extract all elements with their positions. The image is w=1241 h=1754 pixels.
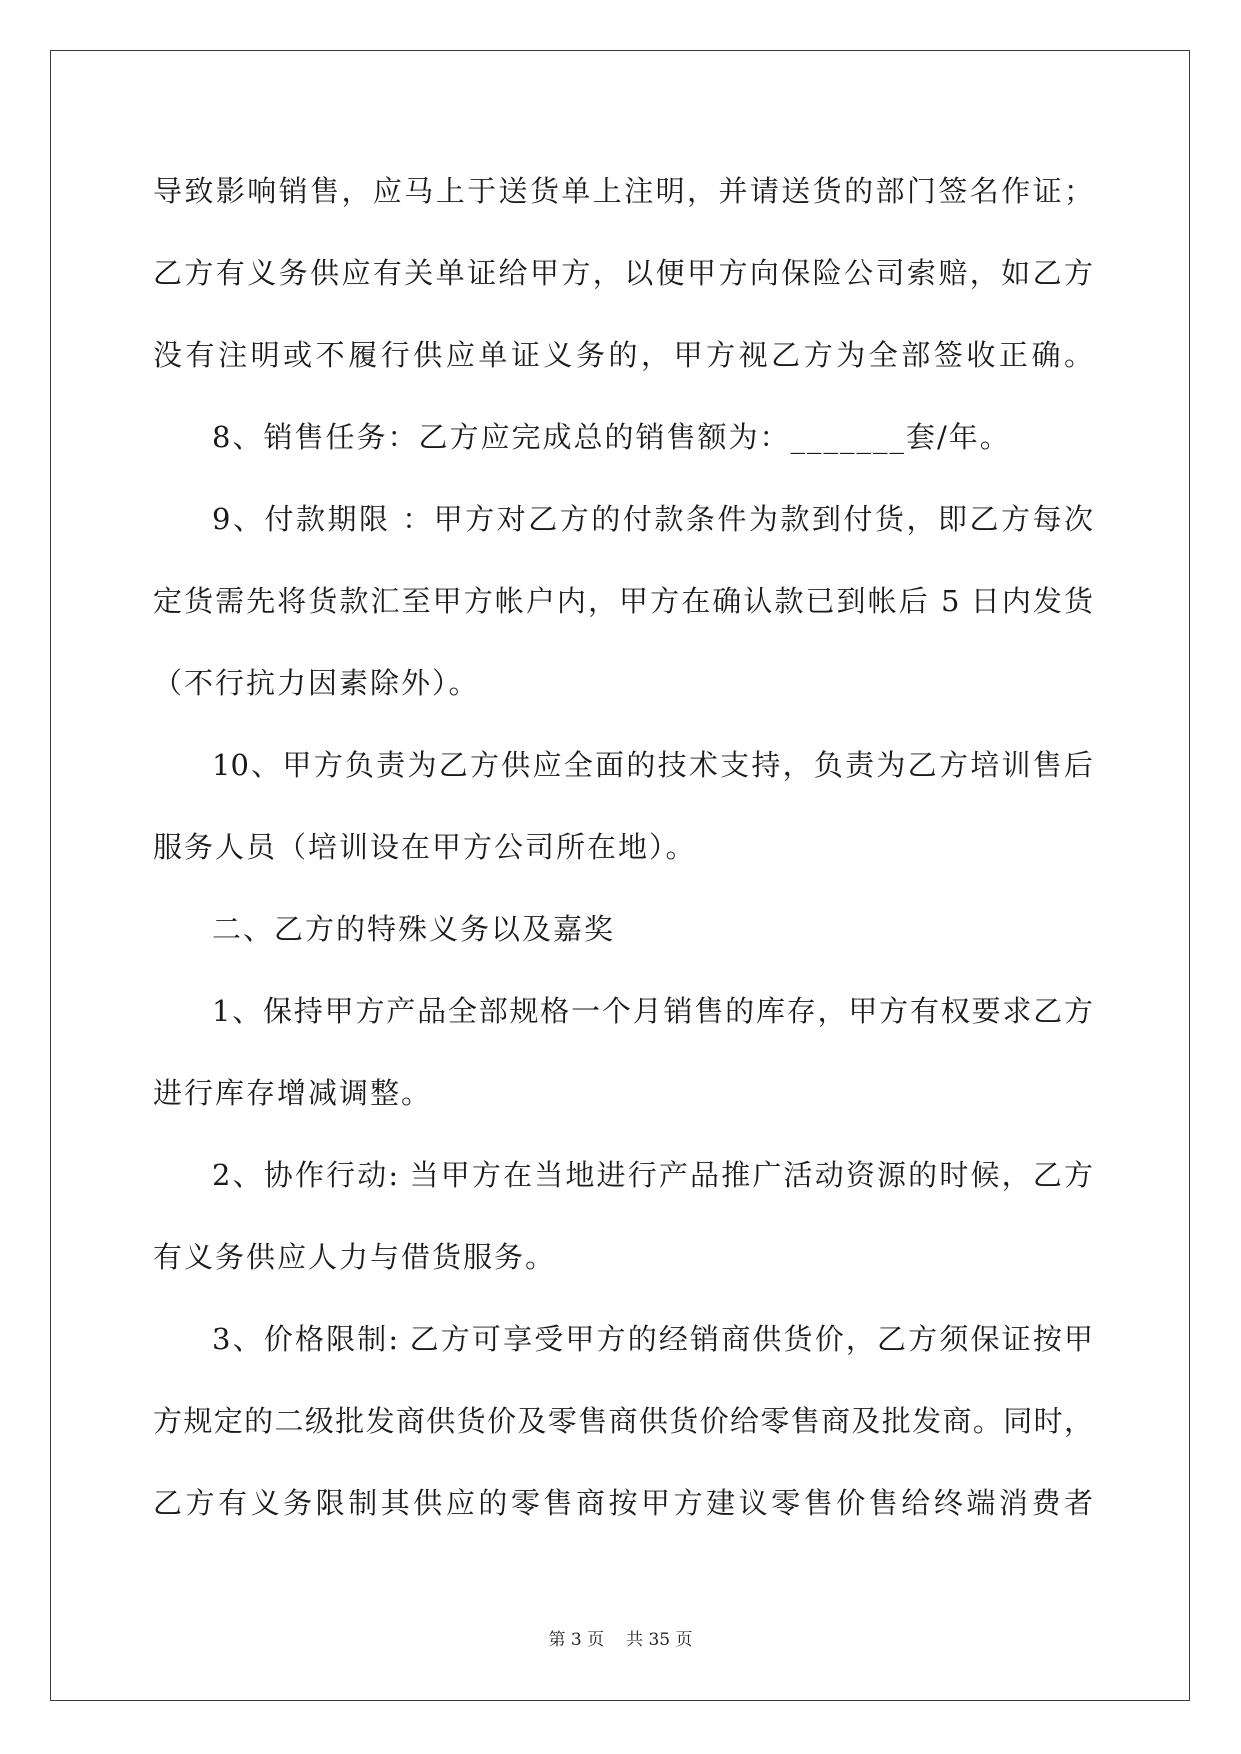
- text-line: 10、甲方负责为乙方供应全面的技术支持，负责为乙方培训售后: [212, 748, 1093, 782]
- text-line: 定货需先将货款汇至甲方帐户内，甲方在确认款已到帐后 5 日内发货: [153, 584, 1093, 618]
- text-line: 乙方有义务限制其供应的零售商按甲方建议零售价售给终端消费者: [153, 1486, 1093, 1520]
- text-line: 3、价格限制: 乙方可享受甲方的经销商供货价，乙方须保证按甲: [212, 1322, 1093, 1356]
- section-heading: 二、乙方的特殊义务以及嘉奖: [212, 912, 616, 946]
- text-line: （不行抗力因素除外）。: [153, 666, 480, 700]
- text-line: 9、付款期限 ：甲方对乙方的付款条件为款到付货，即乙方每次: [212, 502, 1093, 536]
- text-line: 进行库存增减调整。: [153, 1076, 433, 1110]
- text-line: 没有注明或不履行供应单证义务的，甲方视乙方为全部签收正确。: [153, 338, 1093, 372]
- page-number-current: 第 3 页: [548, 1630, 605, 1650]
- document-body: [153, 150, 1093, 1544]
- text-line: 服务人员（培训设在甲方公司所在地）。: [153, 830, 697, 864]
- text-line: 8、销售任务：乙方应完成总的销售额为：_______套/年。: [212, 420, 1011, 454]
- text-line: 有义务供应人力与借货服务。: [153, 1240, 557, 1274]
- text-line: 1、保持甲方产品全部规格一个月销售的库存，甲方有权要求乙方: [212, 994, 1093, 1028]
- page-footer: [0, 1628, 1241, 1652]
- text-line: 导致影响销售，应马上于送货单上注明，并请送货的部门签名作证；: [153, 174, 1093, 208]
- text-line: 乙方有义务供应有关单证给甲方，以便甲方向保险公司索赔，如乙方: [153, 256, 1093, 290]
- text-line: 2、协作行动: 当甲方在当地进行产品推广活动资源的时候，乙方: [212, 1158, 1093, 1192]
- page-number-total: 共 35 页: [626, 1630, 693, 1650]
- text-line: 方规定的二级批发商供货价及零售商供货价给零售商及批发商。同时，: [153, 1404, 1093, 1438]
